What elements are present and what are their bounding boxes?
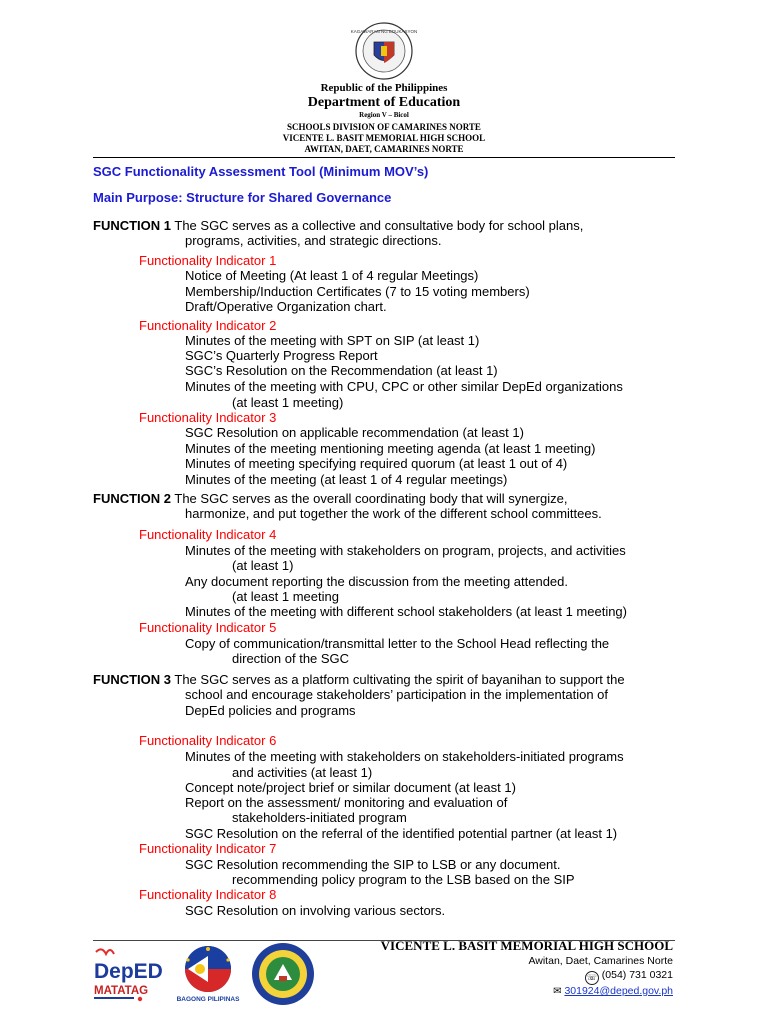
function-3-label: FUNCTION 3 <box>93 672 171 687</box>
indicator-8-item: SGC Resolution on involving various sectors. <box>185 903 446 918</box>
indicator-2-item-cont: (at least 1 meeting) <box>232 395 344 410</box>
indicator-5-item: Copy of communication/transmittal letter to the School Head reflecting the <box>185 636 610 651</box>
bagong-pilipinas-logo <box>172 944 244 1004</box>
indicator-1-item: Draft/Operative Organization chart. <box>185 299 387 314</box>
function-3-text-2: school and encourage stakeholders’ participation in the implementation of <box>185 687 609 702</box>
bagong-pilipinas-text: BAGONG PILIPINAS <box>176 996 240 1003</box>
indicator-6-item: Report on the assessment/ monitoring and evaluation of <box>185 795 508 810</box>
main-purpose: Main Purpose: Structure for Shared Governance <box>93 190 392 205</box>
footer-address: Awitan, Daet, Camarines Norte <box>528 955 673 967</box>
indicator-6-item: SGC Resolution on the referral of the identified potential partner (at least 1) <box>185 826 618 841</box>
indicator-6-item-cont: stakeholders-initiated program <box>232 810 407 825</box>
indicator-6-item: Minutes of the meeting with stakeholders on stakeholders-initiated programs <box>185 749 624 764</box>
indicator-2-item: Minutes of the meeting with SPT on SIP (at least 1) <box>185 333 480 348</box>
indicator-3-item: Minutes of meeting specifying required quorum (at least 1 out of 4) <box>185 456 568 471</box>
indicator-6-item-cont: and activities (at least 1) <box>232 765 373 780</box>
indicator-4-item-cont: (at least 1 meeting <box>232 589 339 604</box>
function-1-text-1: The SGC serves as a collective and consultative body for school plans, <box>174 218 584 233</box>
seal-text: KAGAWARAN NG EDUKASYON <box>350 29 418 34</box>
indicator-7-item-cont: recommending policy program to the LSB based on the SIP <box>232 872 575 887</box>
function-1-label: FUNCTION 1 <box>93 218 171 233</box>
indicator-2-item: Minutes of the meeting with CPU, CPC or other similar DepEd organizations <box>185 379 623 394</box>
indicator-4-item: Minutes of the meeting with stakeholders on program, projects, and activities <box>185 543 626 558</box>
address-line: AWITAN, DAET, CAMARINES NORTE <box>304 144 464 154</box>
school-line: VICENTE L. BASIT MEMORIAL HIGH SCHOOL <box>282 133 486 143</box>
function-2-text-1: The SGC serves as the overall coordinating body that will synergize, <box>174 491 568 506</box>
indicator-5-label: Functionality Indicator 5 <box>139 620 277 635</box>
indicator-3-item: SGC Resolution on applicable recommendation (at least 1) <box>185 425 524 440</box>
indicator-4-item: Minutes of the meeting with different school stakeholders (at least 1 meeting) <box>185 604 627 619</box>
function-1-text-2: programs, activities, and strategic directions. <box>185 233 442 248</box>
region-line: Region V – Bicol <box>359 111 409 119</box>
deped-logo <box>92 944 164 1004</box>
indicator-6-item: Concept note/project brief or similar document (at least 1) <box>185 780 516 795</box>
indicator-2-item: SGC’s Resolution on the Recommendation (at least 1) <box>185 363 498 378</box>
doc-title: SGC Functionality Assessment Tool (Minimum MOV’s) <box>93 164 429 179</box>
function-1-line-1 <box>93 218 583 233</box>
indicator-3-item: Minutes of the meeting mentioning meeting agenda (at least 1 meeting) <box>185 441 596 456</box>
division-line: SCHOOLS DIVISION OF CAMARINES NORTE <box>287 122 481 132</box>
indicator-5-item-cont: direction of the SGC <box>232 651 350 666</box>
matatag-text: MATATAG <box>94 985 149 997</box>
function-2-line-1 <box>93 491 567 506</box>
indicator-3-item: Minutes of the meeting (at least 1 of 4 regular meetings) <box>185 472 508 487</box>
footer-email-link[interactable]: 301924@deped.gov.ph <box>564 985 673 997</box>
indicator-1-label: Functionality Indicator 1 <box>139 253 277 268</box>
phone-icon: ☏ <box>585 971 599 985</box>
indicator-3-label: Functionality Indicator 3 <box>139 410 277 425</box>
indicator-8-label: Functionality Indicator 8 <box>139 887 277 902</box>
indicator-4-label: Functionality Indicator 4 <box>139 527 277 542</box>
function-3-text-1: The SGC serves as a platform cultivating the spirit of bayanihan to support the <box>174 672 625 687</box>
function-2-label: FUNCTION 2 <box>93 491 171 506</box>
indicator-1-item: Notice of Meeting (At least 1 of 4 regular Meetings) <box>185 268 479 283</box>
school-seal <box>248 942 318 1006</box>
header-divider <box>93 157 675 158</box>
deped-seal <box>350 22 418 80</box>
indicator-6-label: Functionality Indicator 6 <box>139 733 277 748</box>
footer-school-name: VICENTE L. BASIT MEMORIAL HIGH SCHOOL <box>380 938 673 953</box>
indicator-1-item: Membership/Induction Certificates (7 to 15 voting members) <box>185 284 530 299</box>
footer-email-row <box>553 985 673 997</box>
function-3-line-1 <box>93 672 625 687</box>
department-title: Department of Education <box>307 95 461 110</box>
indicator-4-item: Any document reporting the discussion from the meeting attended. <box>185 574 568 589</box>
indicator-2-item: SGC’s Quarterly Progress Report <box>185 348 378 363</box>
indicator-7-label: Functionality Indicator 7 <box>139 841 277 856</box>
footer-phone: (054) 731 0321 <box>601 969 673 981</box>
republic-line: Republic of the Philippines <box>320 82 448 94</box>
deped-logo-text: DepED <box>94 960 163 983</box>
indicator-2-label: Functionality Indicator 2 <box>139 318 277 333</box>
function-3-text-3: DepEd policies and programs <box>185 703 356 718</box>
indicator-7-item: SGC Resolution recommending the SIP to LSB or any document. <box>185 857 561 872</box>
indicator-4-item-cont: (at least 1) <box>232 558 294 573</box>
footer-phone-row <box>585 969 673 985</box>
function-2-text-2: harmonize, and put together the work of the different school committees. <box>185 506 602 521</box>
mail-icon: ✉ <box>553 986 562 997</box>
